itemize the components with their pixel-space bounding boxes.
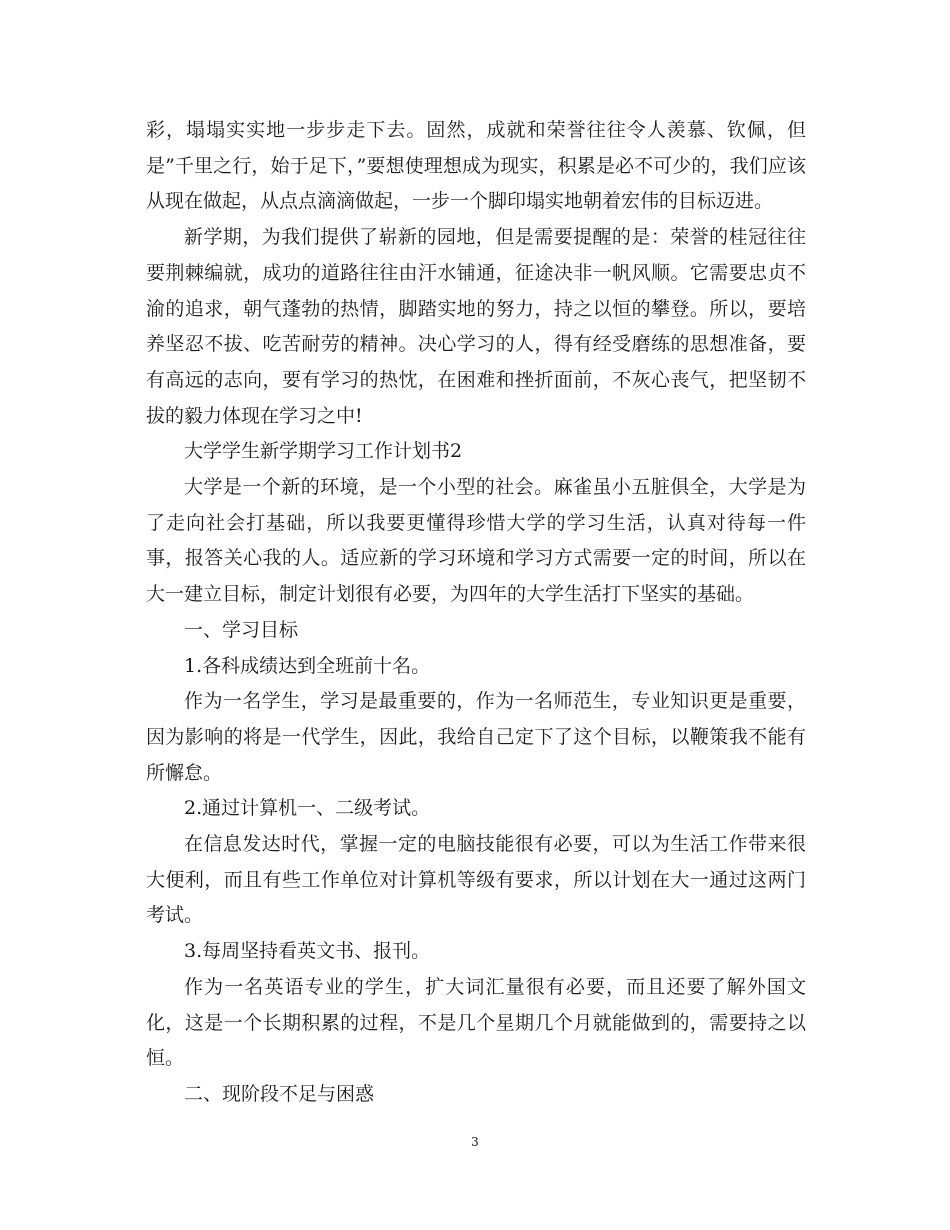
document-page xyxy=(146,113,806,1113)
goal-item-1: 1.各科成绩达到全班前十名。 xyxy=(184,654,431,677)
goal-item-2: 2.通过计算机一、二级考试。 xyxy=(184,797,431,820)
section-title: 大学学生新学期学习工作计划书2 xyxy=(184,440,463,463)
paragraph-5: 在信息发达时代，掌握一定的电脑技能很有必要，可以为生活工作带来很大便利，而且有些工作单位对计算机等级有要求，所以计划在大一通过这两门考试。 xyxy=(146,833,806,927)
heading-shortcomings: 二、现阶段不足与困惑 xyxy=(184,1082,375,1105)
heading-study-goals: 一、学习目标 xyxy=(184,618,299,641)
paragraph-2: 新学期，为我们提供了崭新的园地，但是需要提醒的是：荣誉的桂冠往往要荆棘编就，成功的道路往往由汗水铺通，征途决非一帆风顺。它需要忠贞不渝的追求，朝气蓬勃的热情，脚踏实地的努力，持之以恒的攀登。所以，要培养坚忍不拔、吃苦耐劳的精神。决心学习的人，得有经受磨练的思想准备，要有高远的志向，要有学习的热忱，在困难和挫折面前，不灰心丧气，把坚韧不拔的毅力体现在学习之中! xyxy=(146,226,806,427)
goal-item-3: 3.每周坚持看英文书、报刊。 xyxy=(184,940,431,963)
paragraph-1: 彩，塌塌实实地一步步走下去。固然，成就和荣誉往往令人羡慕、钦佩，但是”千里之行，始于足下，”要想使理想成为现实，积累是必不可少的，我们应该从现在做起，从点点滴滴做起，一步一个脚印塌实地朝着宏伟的目标迈进。 xyxy=(146,119,806,213)
paragraph-3: 大学是一个新的环境，是一个小型的社会。麻雀虽小五脏俱全，大学是为了走向社会打基础，所以我要更懂得珍惜大学的学习生活，认真对待每一件事，报答关心我的人。适应新的学习环境和学习方式需要一定的时间，所以在大一建立目标，制定计划很有必要，为四年的大学生活打下坚实的基础。 xyxy=(146,476,806,606)
page-number: 3 xyxy=(471,1135,479,1149)
paragraph-4: 作为一名学生，学习是最重要的，作为一名师范生，专业知识更是重要，因为影响的将是一代学生，因此，我给自己定下了这个目标，以鞭策我不能有所懈怠。 xyxy=(146,690,806,784)
paragraph-6: 作为一名英语专业的学生，扩大词汇量很有必要，而且还要了解外国文化，这是一个长期积累的过程，不是几个星期几个月就能做到的，需要持之以恒。 xyxy=(146,975,806,1070)
